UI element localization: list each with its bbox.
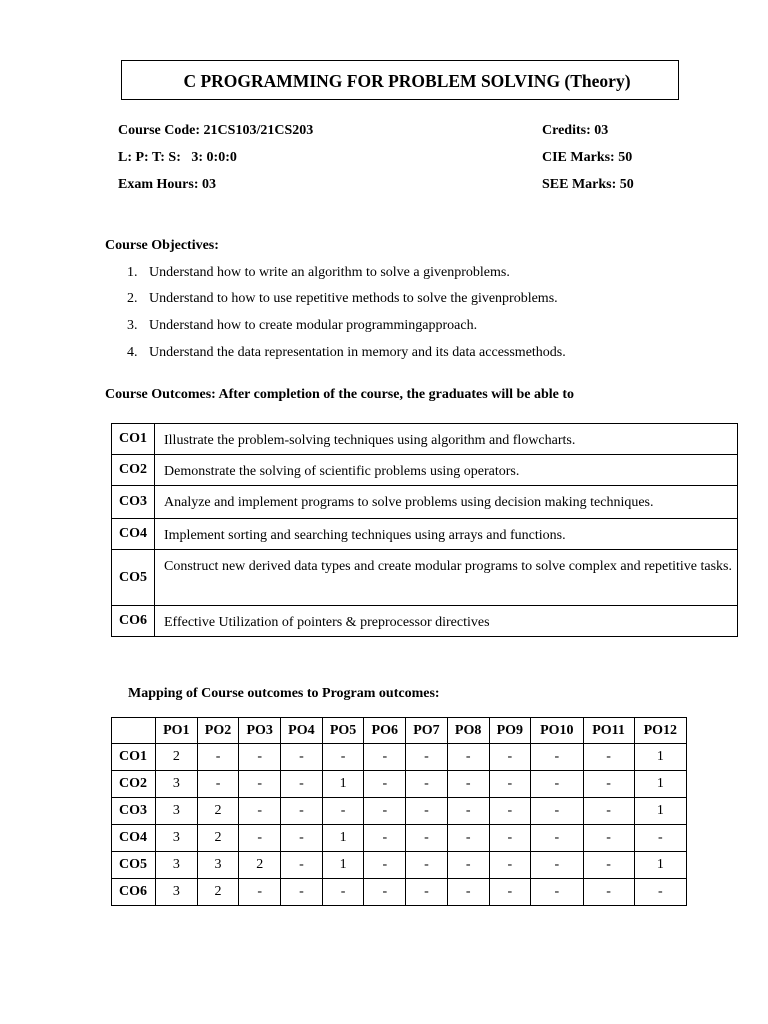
see-marks: SEE Marks: 50 <box>542 177 634 192</box>
mapping-cell: - <box>364 879 406 906</box>
objectives-heading: Course Objectives: <box>105 238 219 253</box>
mapping-cell: - <box>531 852 583 879</box>
mapping-cell: - <box>364 825 406 852</box>
mapping-cell: - <box>239 798 281 825</box>
mapping-cell: 2 <box>156 744 198 771</box>
co-description: Implement sorting and searching techniques using arrays and functions. <box>155 519 738 550</box>
mapping-cell: 3 <box>197 852 239 879</box>
po-header: PO3 <box>239 718 281 744</box>
mapping-cell: - <box>239 879 281 906</box>
mapping-cell: - <box>447 744 489 771</box>
mapping-cell: 2 <box>239 852 281 879</box>
po-header: PO6 <box>364 718 406 744</box>
mapping-cell: - <box>531 771 583 798</box>
mapping-cell: 1 <box>322 771 364 798</box>
po-header: PO12 <box>634 718 686 744</box>
objective-text: Understand to how to use repetitive methods to solve the givenproblems. <box>149 291 558 306</box>
co-row-label: CO6 <box>112 879 156 906</box>
table-row <box>112 744 687 771</box>
table-row <box>112 852 687 879</box>
table-header-row <box>112 718 687 744</box>
co-po-mapping-table <box>111 717 687 906</box>
mapping-cell: - <box>634 879 686 906</box>
co-row-label: CO4 <box>112 825 156 852</box>
mapping-cell: - <box>322 879 364 906</box>
mapping-cell: - <box>239 771 281 798</box>
mapping-cell: - <box>239 825 281 852</box>
mapping-cell: - <box>447 771 489 798</box>
mapping-cell: 3 <box>156 771 198 798</box>
po-header: PO7 <box>406 718 448 744</box>
mapping-cell: 2 <box>197 798 239 825</box>
outcomes-heading: Course Outcomes: After completion of the course, the graduates will be able to <box>105 387 575 402</box>
mapping-cell: - <box>489 771 531 798</box>
mapping-cell: - <box>406 825 448 852</box>
mapping-cell: - <box>447 798 489 825</box>
mapping-cell: 3 <box>156 879 198 906</box>
mapping-cell: - <box>406 771 448 798</box>
course-outcomes-table <box>111 423 738 637</box>
mapping-cell: 1 <box>322 852 364 879</box>
mapping-cell: - <box>239 744 281 771</box>
cie-marks: CIE Marks: 50 <box>542 150 633 165</box>
table-row <box>112 771 687 798</box>
table-row <box>112 798 687 825</box>
po-header: PO4 <box>281 718 323 744</box>
mapping-cell: - <box>583 852 634 879</box>
po-header: PO5 <box>322 718 364 744</box>
objective-item <box>127 318 477 334</box>
objective-number: 2. <box>127 291 138 306</box>
objective-number: 1. <box>127 265 138 280</box>
mapping-heading: Mapping of Course outcomes to Program outcomes: <box>128 686 440 701</box>
mapping-cell: - <box>531 744 583 771</box>
mapping-cell: - <box>281 879 323 906</box>
co-row-label: CO1 <box>112 744 156 771</box>
co-description: Construct new derived data types and create modular programs to solve complex and repetitive tasks. <box>155 550 738 606</box>
mapping-cell: - <box>406 852 448 879</box>
mapping-cell: - <box>583 798 634 825</box>
mapping-cell: - <box>197 744 239 771</box>
mapping-cell: - <box>489 852 531 879</box>
mapping-cell: - <box>281 744 323 771</box>
objective-item <box>127 291 558 307</box>
mapping-cell: - <box>531 798 583 825</box>
mapping-cell: 1 <box>634 771 686 798</box>
mapping-cell: 1 <box>634 852 686 879</box>
mapping-cell: - <box>364 771 406 798</box>
mapping-cell: - <box>489 825 531 852</box>
mapping-cell: - <box>583 744 634 771</box>
mapping-cell: - <box>489 798 531 825</box>
mapping-cell: - <box>447 825 489 852</box>
mapping-cell: 3 <box>156 852 198 879</box>
objective-text: Understand how to write an algorithm to solve a givenproblems. <box>149 265 510 280</box>
mapping-cell: 1 <box>634 798 686 825</box>
table-row <box>112 606 738 637</box>
co-id: CO6 <box>112 606 155 637</box>
co-row-label: CO2 <box>112 771 156 798</box>
credits: Credits: 03 <box>542 123 609 138</box>
co-id: CO3 <box>112 486 155 519</box>
mapping-cell: - <box>634 825 686 852</box>
mapping-cell: - <box>364 852 406 879</box>
mapping-cell: - <box>531 879 583 906</box>
mapping-cell: - <box>583 771 634 798</box>
mapping-cell: - <box>364 744 406 771</box>
mapping-cell: - <box>406 798 448 825</box>
mapping-cell: 1 <box>322 825 364 852</box>
po-header: PO8 <box>447 718 489 744</box>
mapping-cell: - <box>364 798 406 825</box>
mapping-cell: - <box>583 879 634 906</box>
table-row <box>112 455 738 486</box>
mapping-cell: 2 <box>197 879 239 906</box>
mapping-cell: - <box>322 798 364 825</box>
co-row-label: CO5 <box>112 852 156 879</box>
objective-text: Understand how to create modular programmingapproach. <box>149 318 478 333</box>
table-row <box>112 486 738 519</box>
objective-item <box>127 265 510 281</box>
mapping-cell: - <box>489 879 531 906</box>
co-description: Illustrate the problem-solving techniques using algorithm and flowcharts. <box>155 424 738 455</box>
mapping-cell: - <box>447 879 489 906</box>
co-id: CO1 <box>112 424 155 455</box>
co-id: CO2 <box>112 455 155 486</box>
co-id: CO5 <box>112 550 155 606</box>
co-row-label: CO3 <box>112 798 156 825</box>
mapping-cell: - <box>447 852 489 879</box>
mapping-cell: - <box>281 771 323 798</box>
mapping-cell: - <box>406 744 448 771</box>
co-id: CO4 <box>112 519 155 550</box>
mapping-cell: - <box>197 771 239 798</box>
po-header: PO11 <box>583 718 634 744</box>
mapping-cell: 3 <box>156 798 198 825</box>
course-title: C PROGRAMMING FOR PROBLEM SOLVING (Theory) <box>121 60 679 100</box>
po-header: PO1 <box>156 718 198 744</box>
mapping-cell: 1 <box>634 744 686 771</box>
po-header: PO10 <box>531 718 583 744</box>
mapping-cell: - <box>281 798 323 825</box>
mapping-cell: - <box>489 744 531 771</box>
objective-number: 4. <box>127 345 138 360</box>
co-description: Analyze and implement programs to solve problems using decision making techniques. <box>155 486 738 519</box>
table-row <box>112 550 738 606</box>
mapping-cell: - <box>406 879 448 906</box>
mapping-cell: - <box>531 825 583 852</box>
co-description: Demonstrate the solving of scientific problems using operators. <box>155 455 738 486</box>
co-description: Effective Utilization of pointers & preprocessor directives <box>155 606 738 637</box>
mapping-cell: - <box>281 852 323 879</box>
course-code: Course Code: 21CS103/21CS203 <box>118 123 314 138</box>
objective-text: Understand the data representation in memory and its data accessmethods. <box>149 345 566 360</box>
mapping-cell: - <box>583 825 634 852</box>
table-row <box>112 879 687 906</box>
mapping-cell: 3 <box>156 825 198 852</box>
mapping-cell: - <box>322 744 364 771</box>
table-row <box>112 519 738 550</box>
exam-hours: Exam Hours: 03 <box>118 177 216 192</box>
mapping-cell: - <box>281 825 323 852</box>
corner-cell <box>112 718 156 744</box>
po-header: PO2 <box>197 718 239 744</box>
table-row <box>112 424 738 455</box>
mapping-cell: 2 <box>197 825 239 852</box>
table-row <box>112 825 687 852</box>
objective-number: 3. <box>127 318 138 333</box>
ltps: L: P: T: S: 3: 0:0:0 <box>118 150 237 165</box>
po-header: PO9 <box>489 718 531 744</box>
objective-item <box>127 345 566 361</box>
